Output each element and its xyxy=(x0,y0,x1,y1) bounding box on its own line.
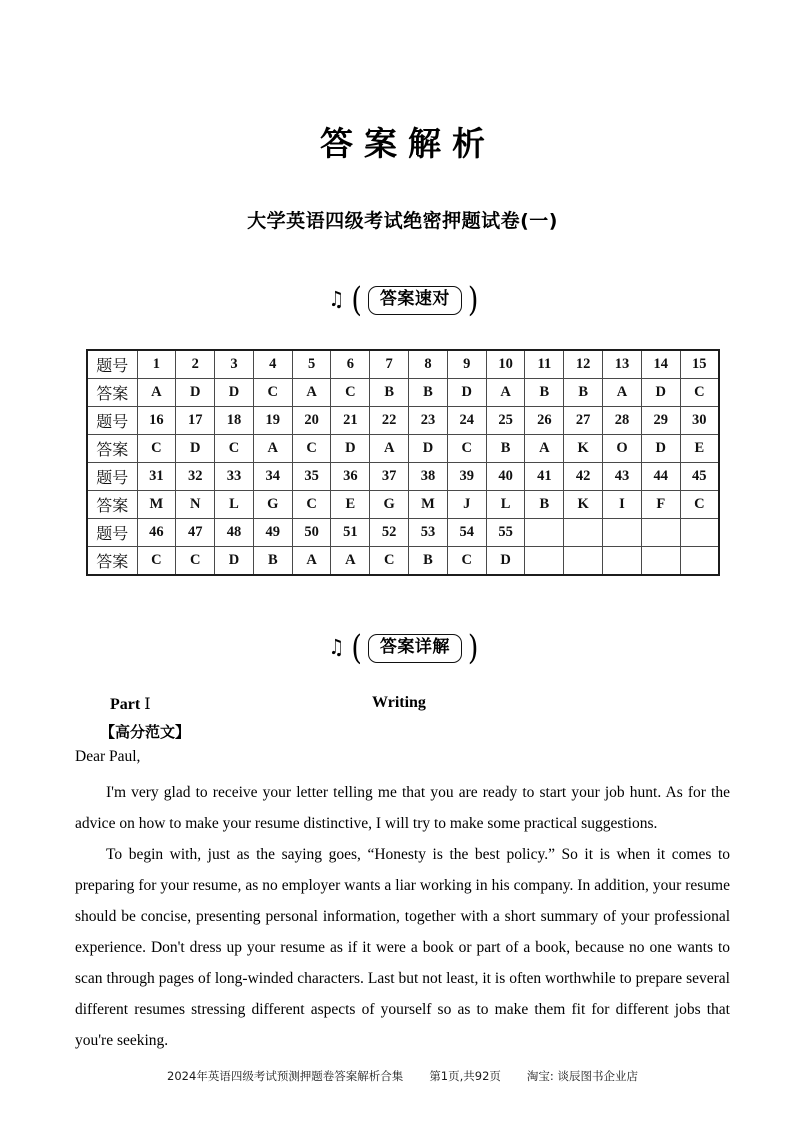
answer-cell: E xyxy=(331,491,370,519)
question-number: 30 xyxy=(680,407,719,435)
answer-cell: L xyxy=(486,491,525,519)
table-row xyxy=(87,463,719,491)
answer-cell: O xyxy=(603,435,642,463)
answer-cell: B xyxy=(486,435,525,463)
music-note-icon: ♫ xyxy=(328,286,344,311)
section-header-quick-answers xyxy=(0,280,805,320)
question-number: 26 xyxy=(525,407,564,435)
page-title: 答案解析 xyxy=(320,124,496,163)
badge-left-paren: ( xyxy=(351,280,362,320)
answer-cell: A xyxy=(292,547,331,576)
answer-key-table xyxy=(86,349,720,576)
question-number: 54 xyxy=(447,519,486,547)
answer-cell: K xyxy=(564,435,603,463)
footer-shop-info: 淘宝: 谈辰图书企业店 xyxy=(526,1069,638,1083)
answer-cell: A xyxy=(525,435,564,463)
question-number: 35 xyxy=(292,463,331,491)
question-number: 42 xyxy=(564,463,603,491)
answer-cell: C xyxy=(292,491,331,519)
footer-collection-title: 2024年英语四级考试预测押题卷答案解析合集 xyxy=(167,1069,404,1083)
answer-cell: D xyxy=(641,379,680,407)
question-number: 46 xyxy=(137,519,176,547)
question-number: 1 xyxy=(137,350,176,379)
answer-cell: A xyxy=(486,379,525,407)
music-note-icon: ♫ xyxy=(328,634,344,659)
part-roman-numeral: Ⅰ xyxy=(144,696,151,713)
question-number: 28 xyxy=(603,407,642,435)
letter-salutation: Dear Paul, xyxy=(75,748,141,765)
answer-cell: B xyxy=(525,379,564,407)
answer-cell: A xyxy=(292,379,331,407)
question-number: 9 xyxy=(447,350,486,379)
question-number: 37 xyxy=(370,463,409,491)
badge-left-paren: ( xyxy=(351,628,362,668)
answer-cell: M xyxy=(137,491,176,519)
answer-cell-empty xyxy=(603,547,642,576)
answer-cell: D xyxy=(176,379,215,407)
question-number-empty xyxy=(641,519,680,547)
answer-cell: D xyxy=(215,547,254,576)
answer-cell: D xyxy=(447,379,486,407)
answer-cell: N xyxy=(176,491,215,519)
answer-cell: A xyxy=(603,379,642,407)
part-number xyxy=(110,694,151,714)
question-number: 48 xyxy=(215,519,254,547)
row-label-question: 题号 xyxy=(87,519,137,547)
answer-cell: A xyxy=(331,547,370,576)
table-row xyxy=(87,350,719,379)
question-number: 24 xyxy=(447,407,486,435)
paragraph-text: To begin with, just as the saying goes, “Honesty is the best policy.” So it is when it comes to preparing for your resume, as no employer wants a liar working in his company. In addition, your resume should be concise, presenting personal information, together with a short summary of your professional experience. Don't dress up your resume as if it were a book or part of a book, because no one wants to scan through pages of long-winded characters. Last but not least, it is often worthwhile to prepare several different resumes stressing different aspects of yourself so as to make them fit for different jobs that you're seeking. xyxy=(75,846,730,1049)
answer-cell: L xyxy=(215,491,254,519)
question-number: 12 xyxy=(564,350,603,379)
question-number: 14 xyxy=(641,350,680,379)
row-label-answer: 答案 xyxy=(87,547,137,576)
answer-cell: B xyxy=(564,379,603,407)
row-label-question: 题号 xyxy=(87,350,137,379)
answer-cell: C xyxy=(137,547,176,576)
badge-label-quick-answers: 答案速对 xyxy=(368,286,462,315)
footer-page-number: 第1页,共92页 xyxy=(429,1069,501,1083)
question-number: 10 xyxy=(486,350,525,379)
question-number: 29 xyxy=(641,407,680,435)
answer-key-table-wrapper xyxy=(86,349,718,576)
answer-cell: C xyxy=(253,379,292,407)
question-number: 13 xyxy=(603,350,642,379)
question-number: 22 xyxy=(370,407,409,435)
question-number: 6 xyxy=(331,350,370,379)
answer-cell: D xyxy=(215,379,254,407)
answer-cell: B xyxy=(409,547,448,576)
row-label-answer: 答案 xyxy=(87,379,137,407)
answer-cell: G xyxy=(370,491,409,519)
badge-right-paren: ) xyxy=(467,280,479,320)
question-number: 53 xyxy=(409,519,448,547)
badge-right-paren: ) xyxy=(467,628,479,668)
question-number: 36 xyxy=(331,463,370,491)
question-number: 16 xyxy=(137,407,176,435)
answer-cell: D xyxy=(176,435,215,463)
answer-cell: C xyxy=(370,547,409,576)
question-number-empty xyxy=(603,519,642,547)
question-number: 15 xyxy=(680,350,719,379)
table-row xyxy=(87,491,719,519)
question-number-empty xyxy=(680,519,719,547)
answer-cell-empty xyxy=(641,547,680,576)
row-label-question: 题号 xyxy=(87,463,137,491)
question-number: 11 xyxy=(525,350,564,379)
answer-cell-empty xyxy=(680,547,719,576)
question-number: 17 xyxy=(176,407,215,435)
answer-cell: C xyxy=(447,547,486,576)
answer-cell-empty xyxy=(564,547,603,576)
table-row xyxy=(87,519,719,547)
row-label-question: 题号 xyxy=(87,407,137,435)
section-header-detailed-answers xyxy=(0,628,805,668)
answer-cell: A xyxy=(137,379,176,407)
question-number: 43 xyxy=(603,463,642,491)
answer-cell: A xyxy=(370,435,409,463)
question-number: 21 xyxy=(331,407,370,435)
answer-cell: I xyxy=(603,491,642,519)
question-number: 2 xyxy=(176,350,215,379)
question-number: 25 xyxy=(486,407,525,435)
answer-key-table-body xyxy=(87,350,719,575)
row-label-answer: 答案 xyxy=(87,435,137,463)
badge-label-detailed-answers: 答案详解 xyxy=(368,634,462,663)
answer-cell: C xyxy=(447,435,486,463)
question-number-empty xyxy=(564,519,603,547)
answer-cell: C xyxy=(292,435,331,463)
question-number: 7 xyxy=(370,350,409,379)
table-row xyxy=(87,435,719,463)
paragraph-text: I'm very glad to receive your letter telling me that you are ready to start your job hunt. As for the advice on how to make your resume distinctive, I will try to make some practical suggestions. xyxy=(75,784,730,832)
answer-cell: M xyxy=(409,491,448,519)
question-number: 47 xyxy=(176,519,215,547)
question-number: 44 xyxy=(641,463,680,491)
question-number: 32 xyxy=(176,463,215,491)
answer-cell: D xyxy=(641,435,680,463)
question-number: 49 xyxy=(253,519,292,547)
table-row xyxy=(87,547,719,576)
answer-cell: C xyxy=(176,547,215,576)
question-number: 5 xyxy=(292,350,331,379)
question-number: 8 xyxy=(409,350,448,379)
answer-cell: D xyxy=(331,435,370,463)
answer-cell: C xyxy=(331,379,370,407)
question-number: 38 xyxy=(409,463,448,491)
answer-cell: C xyxy=(680,379,719,407)
answer-cell: B xyxy=(370,379,409,407)
question-number: 23 xyxy=(409,407,448,435)
essay-paragraph-2 xyxy=(75,839,730,1056)
question-number: 40 xyxy=(486,463,525,491)
page-subtitle: 大学英语四级考试绝密押题试卷(一) xyxy=(247,210,558,232)
question-number: 34 xyxy=(253,463,292,491)
answer-cell: B xyxy=(525,491,564,519)
question-number: 4 xyxy=(253,350,292,379)
essay-paragraph-1 xyxy=(75,777,730,839)
question-number: 27 xyxy=(564,407,603,435)
question-number: 50 xyxy=(292,519,331,547)
page-footer xyxy=(0,1068,805,1084)
answer-cell: D xyxy=(409,435,448,463)
question-number-empty xyxy=(525,519,564,547)
answer-cell: K xyxy=(564,491,603,519)
table-row xyxy=(87,379,719,407)
question-number: 20 xyxy=(292,407,331,435)
question-number: 18 xyxy=(215,407,254,435)
answer-cell: B xyxy=(409,379,448,407)
table-row xyxy=(87,407,719,435)
answer-cell: C xyxy=(680,491,719,519)
question-number: 45 xyxy=(680,463,719,491)
answer-cell: C xyxy=(137,435,176,463)
question-number: 41 xyxy=(525,463,564,491)
row-label-answer: 答案 xyxy=(87,491,137,519)
part-heading-row xyxy=(0,694,805,716)
part-title: Writing xyxy=(372,694,426,711)
question-number: 55 xyxy=(486,519,525,547)
question-number: 39 xyxy=(447,463,486,491)
sample-essay-label: 【高分范文】 xyxy=(100,723,191,741)
question-number: 31 xyxy=(137,463,176,491)
question-number: 33 xyxy=(215,463,254,491)
question-number: 19 xyxy=(253,407,292,435)
question-number: 51 xyxy=(331,519,370,547)
answer-cell: D xyxy=(486,547,525,576)
answer-cell: C xyxy=(215,435,254,463)
question-number: 3 xyxy=(215,350,254,379)
answer-cell: G xyxy=(253,491,292,519)
answer-cell: E xyxy=(680,435,719,463)
answer-cell: F xyxy=(641,491,680,519)
answer-cell: A xyxy=(253,435,292,463)
answer-cell: B xyxy=(253,547,292,576)
part-label-text: Part xyxy=(110,696,141,713)
question-number: 52 xyxy=(370,519,409,547)
answer-cell: J xyxy=(447,491,486,519)
answer-cell-empty xyxy=(525,547,564,576)
